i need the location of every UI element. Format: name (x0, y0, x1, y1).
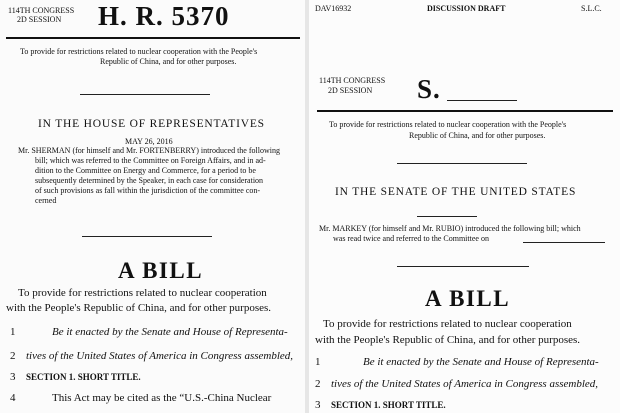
separator-rule-2 (397, 266, 529, 267)
section-heading: SECTION 1. SHORT TITLE. (331, 400, 446, 410)
purpose-line-2: Republic of China, and for other purposes. (100, 57, 237, 66)
section-heading: SECTION 1. SHORT TITLE. (26, 372, 141, 382)
a-bill-heading: A BILL (425, 286, 511, 311)
discussion-draft-label: DISCUSSION DRAFT (427, 4, 506, 13)
intro-line-1: Mr. SHERMAN (for himself and Mr. FORTENBERRY) introduced the following (18, 146, 280, 155)
line-number: 1 (315, 356, 321, 368)
intro-line-6: cerned (35, 196, 57, 205)
line-number: 2 (10, 350, 16, 362)
slc-label: S.L.C. (581, 4, 602, 13)
enacting-clause-line-1: Be it enacted by the Senate and House of Representa- (52, 326, 288, 338)
intro-line-2: was read twice and referred to the Committee on (333, 234, 489, 243)
intro-line-1: Mr. MARKEY (for himself and Mr. RUBIO) introduced the following bill; which (319, 224, 581, 233)
short-title-line: This Act may be cited as the “U.S.-China Nuclear (52, 392, 272, 404)
line-number: 3 (10, 371, 16, 383)
bill-purpose-line-2: with the People's Republic of China, and for other purposes. (6, 302, 272, 314)
bill-purpose-line-2: with the People's Republic of China, and for other purposes. (315, 334, 581, 346)
purpose-line-1: To provide for restrictions related to nuclear cooperation with the People's (20, 47, 258, 56)
bill-prefix: S. (417, 74, 441, 104)
congress-label: 114TH CONGRESS (319, 76, 386, 85)
purpose-line-1: To provide for restrictions related to nuclear cooperation with the People's (329, 120, 567, 129)
bill-number: H. R. 5370 (98, 1, 230, 31)
intro-line-5: of such provisions as fall within the jurisdiction of the committee con- (35, 186, 261, 195)
separator-rule (397, 163, 527, 164)
line-number: 3 (315, 399, 321, 411)
intro-line-2: bill; which was referred to the Committee on Foreign Affairs, and in ad- (35, 156, 266, 165)
session-label: 2D SESSION (328, 86, 373, 95)
separator-rule-2 (82, 236, 212, 237)
intro-date-blank (417, 216, 477, 217)
intro-line-4: subsequently determined by the Speaker, in each case for consideration (35, 176, 264, 185)
chamber-heading: IN THE HOUSE OF REPRESENTATIVES (38, 118, 265, 130)
purpose-line-2: Republic of China, and for other purposes. (409, 131, 546, 140)
draft-id: DAV16932 (315, 4, 352, 13)
bill-purpose-line-1: To provide for restrictions related to nuclear cooperation (323, 318, 572, 330)
congress-label: 114TH CONGRESS (8, 6, 75, 15)
line-number: 4 (10, 392, 16, 404)
bill-purpose-line-1: To provide for restrictions related to nuclear cooperation (18, 287, 267, 299)
enacting-clause-line-1: Be it enacted by the Senate and House of Representa- (363, 356, 599, 368)
chamber-heading: IN THE SENATE OF THE UNITED STATES (335, 186, 577, 198)
enacting-clause-line-2: tives of the United States of America in Congress assembled, (26, 350, 294, 362)
separator-rule (80, 94, 210, 95)
bill-number-blank (447, 100, 517, 101)
header-rule (317, 110, 613, 112)
enacting-clause-line-2: tives of the United States of America in Congress assembled, (331, 378, 599, 390)
intro-line-3: dition to the Committee on Energy and Commerce, for a period to be (35, 166, 256, 175)
introduction-date: MAY 26, 2016 (125, 137, 173, 146)
committee-blank (523, 242, 605, 243)
a-bill-heading: A BILL (118, 258, 204, 283)
senate-draft-document (309, 0, 620, 413)
line-number: 2 (315, 378, 321, 390)
line-number: 1 (10, 326, 16, 338)
header-rule (6, 37, 300, 39)
house-bill-document (0, 0, 305, 413)
session-label: 2D SESSION (17, 15, 62, 24)
